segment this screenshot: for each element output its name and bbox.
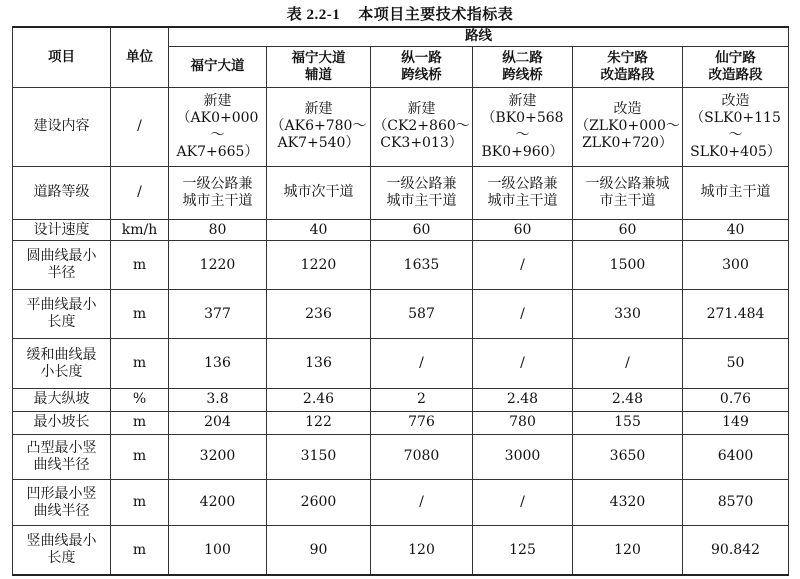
header-item: 项目 [13, 27, 111, 87]
value-text: 一级公路兼 城市主干道 [386, 175, 457, 209]
value-text: 改造 （ZLK0+000～ ZLK0+720） [575, 101, 680, 152]
header-unit: 单位 [111, 27, 169, 87]
value-cell [267, 220, 371, 241]
value-cell [683, 434, 789, 480]
table-row [13, 434, 789, 480]
row-unit: m [111, 526, 169, 575]
value-cell [371, 434, 473, 480]
value-cell [473, 480, 573, 526]
value-cell [683, 220, 789, 241]
value-text: 60 [513, 221, 532, 238]
caption-number: 表 2.2-1 [286, 7, 341, 23]
value-text: 6400 [717, 448, 754, 465]
row-label-text: 竖曲线最小 长度 [26, 533, 97, 567]
row-unit: / [111, 166, 169, 220]
value-cell [267, 339, 371, 388]
table-row [13, 290, 789, 339]
value-cell [267, 388, 371, 411]
value-text: 2 [417, 391, 426, 408]
row-unit: m [111, 434, 169, 480]
header-route [371, 46, 473, 87]
value-cell [267, 480, 371, 526]
value-cell [371, 526, 473, 575]
value-text: 3200 [199, 448, 236, 465]
value-cell [573, 339, 683, 388]
value-cell [473, 166, 573, 220]
row-label-text: 圆曲线最小 半径 [26, 248, 97, 282]
row-label [13, 339, 111, 388]
value-text: 3650 [609, 448, 646, 465]
value-cell [573, 434, 683, 480]
value-text: 4320 [609, 494, 646, 511]
value-text: 2600 [300, 494, 337, 511]
row-label-text: 最大纵坡 [33, 391, 90, 408]
header-route [169, 46, 267, 87]
value-text: 城市主干道 [700, 184, 771, 201]
header-route [573, 46, 683, 87]
value-cell [683, 411, 789, 434]
value-cell [371, 480, 473, 526]
value-text: 120 [614, 541, 641, 558]
value-text: 136 [305, 355, 332, 372]
value-text: 377 [204, 305, 231, 322]
value-cell [683, 388, 789, 411]
value-text: 80 [208, 221, 227, 238]
value-text: / [520, 305, 525, 322]
value-cell [371, 87, 473, 166]
table-body [13, 87, 789, 575]
value-text: 40 [309, 221, 328, 238]
value-cell [371, 166, 473, 220]
row-label [13, 220, 111, 241]
header-route-label: 朱宁路 改造路段 [600, 49, 655, 83]
value-cell [371, 220, 473, 241]
value-cell [169, 166, 267, 220]
row-unit: m [111, 480, 169, 526]
value-text: / [419, 355, 424, 372]
value-text: / [520, 256, 525, 273]
value-cell [573, 480, 683, 526]
value-cell [169, 290, 267, 339]
value-text: / [520, 355, 525, 372]
value-cell [473, 526, 573, 575]
value-cell [371, 290, 473, 339]
value-cell [473, 220, 573, 241]
row-unit: km/h [111, 220, 169, 241]
value-text: 0.76 [719, 391, 752, 408]
value-cell [267, 526, 371, 575]
value-text: 3150 [300, 448, 337, 465]
table-row [13, 87, 789, 166]
value-text: 300 [722, 256, 749, 273]
value-cell [573, 166, 683, 220]
row-label-text: 凸型最小竖 曲线半径 [26, 439, 97, 473]
value-text: 一级公路兼 城市主干道 [182, 175, 253, 209]
value-text: 新建 （AK0+000 ～ AK7+665） [176, 92, 259, 160]
value-text: 90 [309, 541, 328, 558]
value-text: 新建 （AK6+780～ AK7+540） [270, 101, 367, 152]
row-label [13, 290, 111, 339]
value-cell [573, 411, 683, 434]
row-label-text: 缓和曲线最 小长度 [26, 346, 97, 380]
value-text: 271.484 [706, 305, 765, 322]
row-label-text: 最小坡长 [33, 414, 90, 431]
value-text: 1220 [199, 256, 236, 273]
value-text: 60 [618, 221, 637, 238]
value-cell [169, 87, 267, 166]
row-label [13, 388, 111, 411]
table-row [13, 388, 789, 411]
header-route-group: 路线 [169, 27, 789, 46]
value-text: 2.46 [302, 391, 335, 408]
row-unit: % [111, 388, 169, 411]
value-cell [683, 87, 789, 166]
row-unit: / [111, 87, 169, 166]
header-route-label: 纵一路 跨线桥 [401, 49, 442, 83]
value-cell [473, 290, 573, 339]
caption-title: 本项目主要技术指标表 [358, 7, 514, 23]
header-route [267, 46, 371, 87]
value-cell [169, 480, 267, 526]
value-cell [473, 240, 573, 289]
table-row [13, 480, 789, 526]
value-text: 90.842 [711, 541, 761, 558]
value-text: 新建 （BK0+568～ BK0+960） [481, 92, 564, 160]
row-label [13, 526, 111, 575]
value-cell [473, 339, 573, 388]
value-cell [169, 526, 267, 575]
value-text: 2.48 [506, 391, 539, 408]
value-text: 330 [614, 305, 641, 322]
value-text: 776 [408, 414, 435, 431]
value-text: 一级公路兼 城市主干道 [487, 175, 558, 209]
value-text: 120 [408, 541, 435, 558]
value-text: 改造 （SLK0+115～ SLK0+405） [690, 92, 781, 160]
value-text: 780 [509, 414, 536, 431]
value-text: 125 [509, 541, 536, 558]
value-cell [683, 339, 789, 388]
value-cell [473, 434, 573, 480]
header-route-label: 福宁大道 [190, 58, 245, 74]
value-cell [267, 240, 371, 289]
value-text: / [625, 355, 630, 372]
header-route [473, 46, 573, 87]
table-row [13, 220, 789, 241]
value-text: 60 [412, 221, 431, 238]
value-cell [473, 87, 573, 166]
value-text: 50 [726, 355, 745, 372]
row-label-text: 设计速度 [33, 221, 90, 238]
value-cell [683, 290, 789, 339]
value-text: 122 [305, 414, 332, 431]
value-cell [573, 526, 683, 575]
value-text: 149 [722, 414, 749, 431]
value-text: 1635 [403, 256, 440, 273]
row-unit: m [111, 339, 169, 388]
value-cell [169, 220, 267, 241]
value-cell [573, 87, 683, 166]
value-cell [169, 434, 267, 480]
value-cell [169, 411, 267, 434]
value-text: 7080 [403, 448, 440, 465]
value-cell [573, 220, 683, 241]
value-cell [371, 388, 473, 411]
value-cell [683, 240, 789, 289]
value-text: 236 [305, 305, 332, 322]
value-text: 100 [204, 541, 231, 558]
row-label [13, 166, 111, 220]
row-unit: m [111, 411, 169, 434]
row-label-text: 建设内容 [33, 118, 90, 135]
value-cell [169, 388, 267, 411]
row-label [13, 87, 111, 166]
value-cell [573, 388, 683, 411]
row-label [13, 434, 111, 480]
row-unit: m [111, 290, 169, 339]
table-row [13, 240, 789, 289]
value-text: 4200 [199, 494, 236, 511]
value-cell [683, 480, 789, 526]
value-text: 3000 [504, 448, 541, 465]
value-text: 8570 [717, 494, 754, 511]
value-cell [169, 339, 267, 388]
value-cell [169, 240, 267, 289]
value-text: 40 [726, 221, 745, 238]
row-unit: m [111, 240, 169, 289]
value-cell [371, 411, 473, 434]
value-cell [683, 526, 789, 575]
value-text: 1220 [300, 256, 337, 273]
value-cell [267, 166, 371, 220]
header-route-label: 福宁大道 辅道 [291, 49, 346, 83]
value-cell [267, 290, 371, 339]
value-cell [473, 388, 573, 411]
value-text: 587 [408, 305, 435, 322]
value-cell [573, 290, 683, 339]
table-row [13, 411, 789, 434]
table-row [13, 339, 789, 388]
header-route-label: 仙宁路 改造路段 [708, 49, 763, 83]
table-row [13, 526, 789, 575]
row-label [13, 240, 111, 289]
value-cell [473, 411, 573, 434]
value-cell [573, 240, 683, 289]
value-text: 155 [614, 414, 641, 431]
value-text: 新建 （CK2+860～ CK3+013） [373, 101, 470, 152]
value-cell [371, 339, 473, 388]
value-text: 1500 [609, 256, 646, 273]
value-text: 2.48 [611, 391, 644, 408]
header-route [683, 46, 789, 87]
technical-indicators-table [12, 26, 789, 576]
table-row [13, 166, 789, 220]
value-text: / [520, 494, 525, 511]
row-label-text: 凹形最小竖 曲线半径 [26, 485, 97, 519]
value-cell [267, 411, 371, 434]
row-label-text: 道路等级 [33, 184, 90, 201]
value-text: 3.8 [206, 391, 229, 408]
row-label [13, 411, 111, 434]
header-row-group [13, 27, 789, 46]
value-cell [267, 434, 371, 480]
row-label-text: 平曲线最小 长度 [26, 297, 97, 331]
value-text: 城市次干道 [283, 184, 354, 201]
row-label [13, 480, 111, 526]
value-text: 136 [204, 355, 231, 372]
header-route-label: 纵二路 跨线桥 [502, 49, 543, 83]
table-caption [0, 3, 800, 24]
value-text: 204 [204, 414, 231, 431]
value-cell [267, 87, 371, 166]
value-text: 一级公路兼城 市主干道 [585, 175, 670, 209]
value-text: / [419, 494, 424, 511]
value-cell [371, 240, 473, 289]
value-cell [683, 166, 789, 220]
